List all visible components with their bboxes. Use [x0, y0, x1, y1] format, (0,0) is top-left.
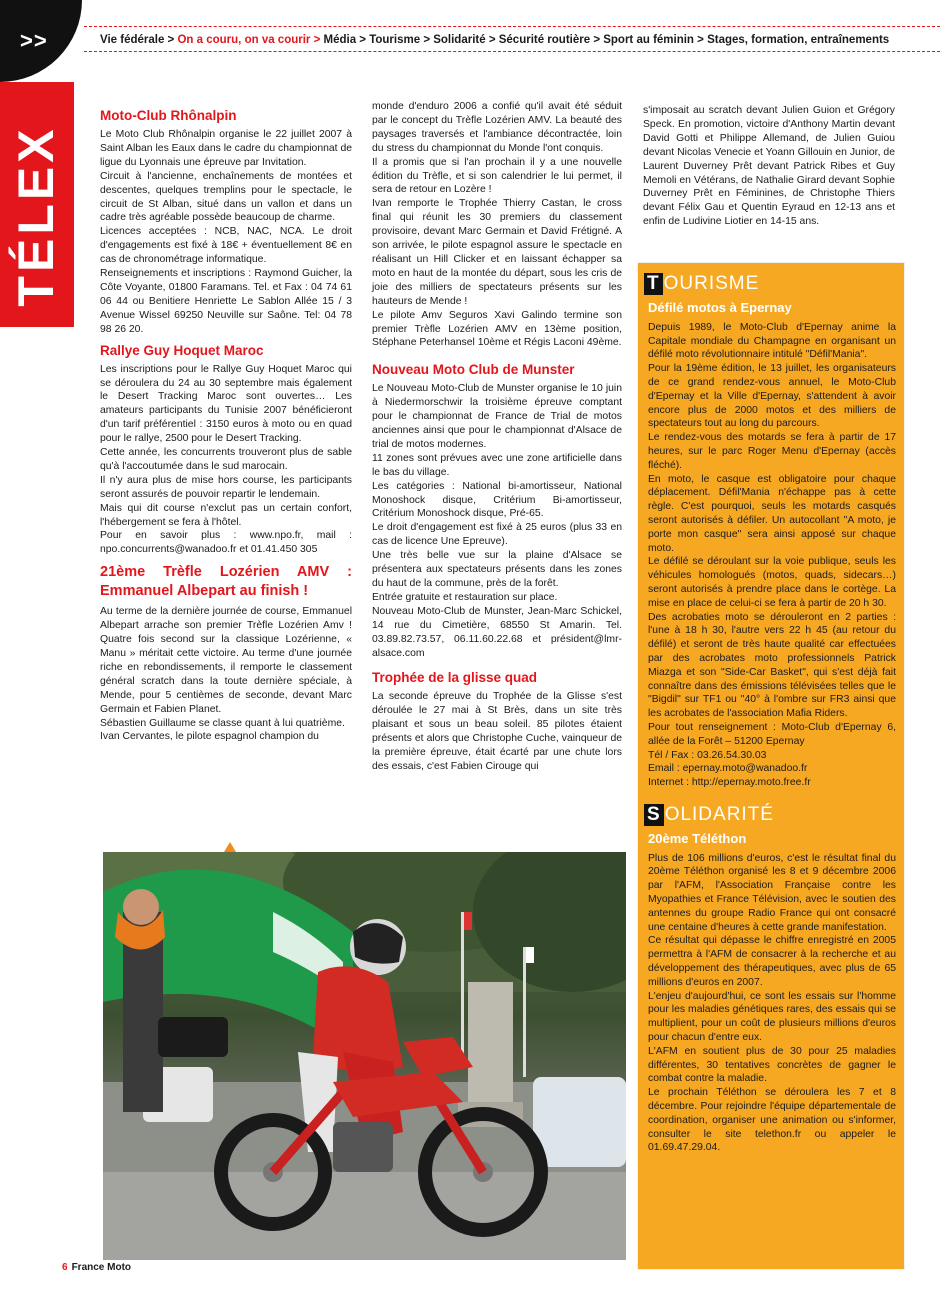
column-2 — [372, 100, 622, 774]
paragraph: Depuis 1989, le Moto-Club d'Epernay anime la Capitale mondiale du Champagne en organisant un défilé moto révolutionnaire intitulé "Défil'Mania". — [648, 321, 896, 361]
paragraph: Le droit d'engagement est fixé à 25 euros (plus 33 en cas de licence Une Epreuve). — [372, 522, 622, 548]
page-number: 6 — [62, 1262, 68, 1273]
corner-badge — [0, 0, 82, 82]
article-heading: Moto-Club Rhônalpin — [100, 108, 237, 123]
section-tourisme-header — [644, 273, 904, 295]
tourisme-content — [638, 301, 904, 790]
paragraph: En moto, le casque est obligatoire pour chaque déplacement. Défil'Mania n'échappe pas à cette règle. C'est pourquoi, seuls les motards casqués seront autorisés à défiler. Un autocollant "A moto, je porte mon casque" sera ainsi apposé sur chaque moto. — [648, 473, 896, 554]
breadcrumb-item: Média > Tourisme > Solidarité > Sécurité routière > Sport au féminin > Stages, formation, entraînements — [323, 34, 890, 46]
sidebar-panel — [637, 262, 905, 1270]
paragraph: Une très belle vue sur la plaine d'Alsace se présentera aux spectateurs présents dans les zones du haut de la commune, près de la forêt. — [372, 550, 622, 589]
paragraph: Pour en savoir plus : www.npo.fr, mail : npo.concurrents@wanadoo.fr et 01.41.450 305 — [100, 530, 352, 556]
paragraph: Il n'y aura plus de mise hors course, les participants seront assurés de pouvoir repartir le lendemain. — [100, 474, 352, 500]
section-cap-letter: S — [644, 804, 664, 826]
paragraph: L'AFM en soutient plus de 30 pour 25 maladies différentes, 30 tentatives concrètes de gagner le combat contre la maladie. — [648, 1045, 896, 1085]
column-1 — [100, 100, 352, 744]
article-heading: Rallye Guy Hoquet Maroc — [100, 342, 264, 358]
telex-label: TÉLEX — [8, 125, 64, 307]
breadcrumb-item-active: On a couru, on va courir > — [177, 34, 321, 46]
section-cap-letter: T — [644, 273, 663, 295]
page-footer — [62, 1262, 131, 1273]
paragraph: monde d'enduro 2006 a confié qu'il avait été séduit par le concept du Trèfle Lozérien AMV. La beauté des paysages traversés et l'ambiance décontractée, loin du stress du championnat du Monde l'ont conquis. — [372, 101, 622, 154]
breadcrumb — [84, 26, 940, 52]
paragraph: La seconde épreuve du Trophée de la Glisse s'est déroulée le 27 mai à St Brès, dans un site très plaisant et sous un beau soleil. 85 pilotes étaient présents et alors que Christophe Cuche, vainqueur de la première épreuve, était écarté par une chute lors des essais, c'est Fabien Cirouge qui — [372, 691, 622, 772]
paragraph: Le Nouveau Moto-Club de Munster organise le 10 juin à Niedermorschwir la troisième épreuve comptant pour le championnat de France de Trial de motos anciennes ainsi que pour le championnat d'Alsace de trial de motos modernes. — [372, 383, 622, 450]
paragraph: L'enjeu d'aujourd'hui, ce sont les essais sur l'homme pour les maladies génétiques rares, des essais qui se multiplient, pour un coût de plusieurs millions d'euros pour chacun d'entre eux. — [648, 990, 896, 1044]
paragraph: Tél / Fax : 03.26.54.30.03 — [648, 749, 767, 761]
telex-sidebar — [0, 82, 74, 327]
paragraph: Pour tout renseignement : Moto-Club d'Epernay 6, allée de la Forêt – 51200 Epernay — [648, 721, 896, 747]
article-heading: Trophée de la glisse quad — [372, 670, 538, 686]
paragraph: Mais qui dit course n'exclut pas un certain confort, l'hébergement se fera à l'hôtel. — [100, 502, 352, 528]
photo-pointer-icon — [224, 842, 236, 852]
paragraph: Licences acceptées : NCB, NAC, NCA. Le droit d'engagements est fixé à 18€ + éventuellement 8€ en cas de chronométrage informatique. — [100, 226, 352, 266]
section-title: OURISME — [663, 273, 760, 294]
section-title: OLIDARITÉ — [664, 803, 774, 825]
paragraph: Nouveau Moto-Club de Munster, Jean-Marc Schickel, 14 rue du Cimetière, 68550 St Amarin. Tel. 03.89.82.73.57, 06.11.60.22.68 et président@lmr-alsace.com — [372, 605, 622, 659]
paragraph: Au terme de la dernière journée de course, Emmanuel Albepart arrache son premier Trèfle Lozérien Amv ! Quatre fois second sur la classique Lozérienne, « Manu » méritait cette victoire. Au terme d'une journée riche en rebondissements, il remporte le classement général scratch dans la toute dernière spéciale, à Mende, pour 5 centièmes de seconde, devant Marc Germain et Fabien Planet. — [100, 606, 352, 715]
article-heading: Défilé motos à Epernay — [648, 300, 792, 315]
article-heading: 21ème Trèfle Lozérien AMV : Emmanuel Albepart au finish ! — [100, 564, 352, 600]
paragraph: Circuit à l'ancienne, enchaînements de montées et descentes, quelques tremplins pour le spectacle, le circuit de St Alban, situé dans un vallon et dans un cadre très agréable possède beaucoup de charme. — [100, 170, 352, 224]
paragraph: Des acrobaties moto se dérouleront en 2 parties : l'une à 18 h 30, l'autre vers 22 h 45 (au retour du défilé) et seront de très haute qualité car effectuées par des acrobates moto professionnels Patrick Miazga et son "Side-Car Basket", qui s'est déjà fait connaître dans des émissions télévisées telles que le "Bigdil" sur TF1 ou "40° à l'ombre sur FR3 ainsi que les acrobates de l'association Mafia Riders. — [648, 611, 896, 720]
paragraph: Plus de 106 millions d'euros, c'est le résultat final du 20ème Téléthon organisé les 8 et 9 décembre 2006 par l'AFM, l'Association Française contre les Myopathies et France Télévision, avec le soutien des antennes du groupe Radio France qui ont consacré une centaine d'heures à cette grande manifestation. — [648, 852, 896, 933]
paragraph: Le Moto Club Rhônalpin organise le 22 juillet 2007 à Saint Alban les Eaux dans le cadre du championnat de ligue du Lyonnais une épreuve par Invitation. — [100, 129, 352, 168]
article-heading: 20ème Téléthon — [648, 830, 747, 846]
paragraph: Pour la 19ème édition, le 13 juillet, les organisateurs de ce grand rendez-vous annuel, le Moto-Club d'Epernay et la Ville d'Epernay, s'attendent à avoir encore plus de 2000 motos et des milliers de spectateurs tout au long du parcours. — [648, 363, 896, 430]
column-3 — [643, 104, 895, 229]
paragraph: Ce résultat qui dépasse le chiffre enregistré en 2005 permettra à l'AFM de consacrer à la recherche et au développement des thérapeutiques, avec plus de 65 millions d'euros en 2007. — [648, 935, 896, 988]
paragraph: Le défilé se déroulant sur la voie publique, seuls les véhicules homologués (motos, quads, sidecars…) seront autorisés à prendre place dans le cortège. La mise en place de celui-ci se fera à partir de 20 h 30. — [648, 556, 896, 609]
website-text: Internet : http://epernay.moto.free.fr — [648, 777, 811, 789]
paragraph: 11 zones sont prévues avec une zone artificielle dans le bas du village. — [372, 452, 622, 478]
photo-motocross-rider — [103, 852, 626, 1260]
magazine-title: France Moto — [71, 1262, 132, 1273]
paragraph: Il a promis que si l'an prochain il y a une nouvelle édition du Trèfle, et si son calendrier le lui permet, il sera de retour en Lozère ! — [372, 156, 622, 196]
breadcrumb-item: Vie fédérale > — [100, 34, 175, 46]
paragraph: Le rendez-vous des motards se fera à partir de 17 heures, sur le parc Roger Menu d'Epernay (accès fléché). — [648, 432, 896, 471]
paragraph: s'imposait au scratch devant Julien Guion et Grégory Speck. En promotion, victoire d'Anthony Martin devant David Gotti et Philippe Allemand, de Julien Guiou devant Nicolas Venecie et Yoann Gillouin en Junior, de Laurent Duverney Prêt devant Patrick Ribes et Guy Memoli en Vétérans, de Nathalie Girard devant Sophie Duverney Prêt en Féminines, de Christophe Thiers devant Félix Gau et Quentin Eyraud en 12-13 ans et enfin de Ludivine Liotier en 14-15 ans. — [643, 105, 895, 228]
paragraph: Le pilote Amv Seguros Xavi Galindo termine son premier Trèfle Lozérien AMV en 13ème position, Stéphane Peterhansel 10ème et Régis Laconi 49ème. — [372, 309, 622, 349]
paragraph: Ivan Cervantes, le pilote espagnol champion du — [100, 731, 319, 743]
email-text: Email : epernay.moto@wanadoo.fr — [648, 763, 808, 775]
paragraph: Entrée gratuite et restauration sur place. — [372, 591, 558, 603]
paragraph: Sébastien Guillaume se classe quant à lui quatrième. — [100, 717, 345, 729]
paragraph: Cette année, les concurrents trouveront plus de sable qu'à l'accoutumée dans le sud marocain. — [100, 447, 352, 472]
solidarite-content — [638, 832, 904, 1155]
paragraph: Le prochain Téléthon se déroulera les 7 et 8 décembre. Pour rejoindre l'équipe départementale de coordination, organiser une animation ou s'informer, consulter le site telethon.fr ou appeler le 01.69.47.29.04. — [648, 1087, 896, 1154]
article-heading: Nouveau Moto Club de Munster — [372, 362, 575, 378]
photo-illustration — [103, 852, 626, 1260]
double-arrow-icon: >> — [20, 28, 48, 53]
paragraph: Les inscriptions pour le Rallye Guy Hoquet Maroc qui se déroulera du 24 au 30 septembre mais également le Desert Tracking Maroc sont ouvertes… Les amateurs participants du Tunisie 2007 bénéficieront d'un tarif préférentiel : 3150 euros à moto ou en quad pour le rallye, 2500 pour le Desert Tracking. — [100, 363, 352, 445]
paragraph: Renseignements et inscriptions : Raymond Guicher, la Côte Voyante, 01800 Faramans. Tel. et Fax : 04 74 61 06 44 ou Benitiere Henriette Le Sablon Allée 15 / 3 Avenue Wissel 69250 Neuville sur Saône. Tel: 04 78 98 26 20. — [100, 268, 352, 335]
paragraph: Les catégories : National bi-amortisseur, National Monoshock disque, Critérium Bi-amortisseur, Critérium Monoshock disque, Pré-65. — [372, 480, 622, 520]
paragraph: Ivan remporte le Trophée Thierry Castan, le cross final qui réunit les 30 premiers du classement provisoire, devant Marc Germain et David Frétigné. A son arrivée, le pilote espagnol assure le spectacle en réalisant un Hill Clicker et en laissant échapper sa moto en haut de la montée du départ, sous les cris de joie des milliers de spectateurs présents sur les hauteurs de Mende ! — [372, 198, 622, 307]
section-solidarite-header — [644, 804, 904, 826]
